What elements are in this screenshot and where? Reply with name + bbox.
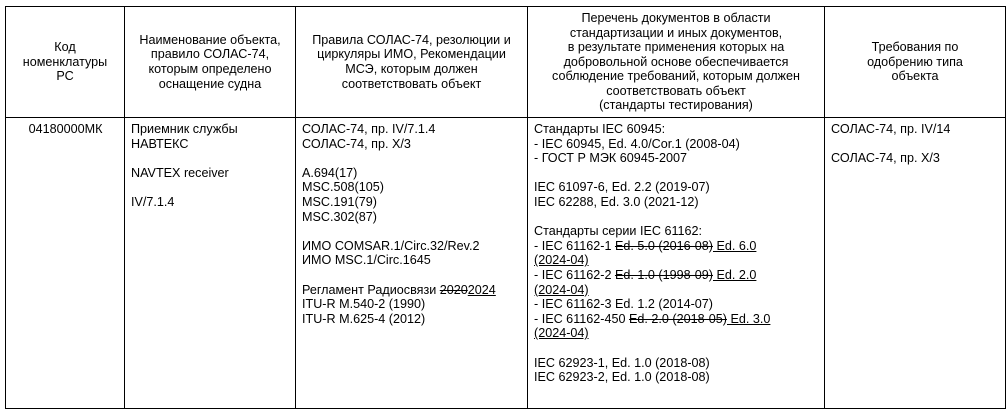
header-code: Код номенклатуры РС <box>6 7 125 118</box>
header-name: Наименование объекта, правило СОЛАС-74, которым определено оснащение судна <box>125 7 296 118</box>
equipment-table <box>5 6 1006 409</box>
cell-approval: СОЛАС-74, пр. IV/14 СОЛАС-74, пр. X/3 <box>825 118 1006 409</box>
inserted-text: Ed. 6.0 <box>712 238 757 253</box>
radio-regulations-line: Регламент Радиосвязи 20202024 <box>302 282 496 297</box>
inserted-text: (2024-04) <box>534 253 589 268</box>
cell-docs: Стандарты IEC 60945: - IEC 60945, Ed. 4.0/Cor.1 (2008-04) - ГОСТ Р МЭК 60945-2007 IEC 61097-6, Ed. 2.2 (2019-07) IEC 62288, Ed. 3.0 (2021-12) Стандарты серии IEC 61162: - IEC 61162-1 Ed. 5.0 (2016-08) Ed. 6.0 (2024-04) - IEC 61162-2 Ed. 1.0 (1998-09) Ed. 2.0 (2024-04) - IEC 61162-3 Ed. 1.2 (2014-07) - IEC 61162-450 Ed. 2.0 (2018-05) Ed. 3.0 (2024-04) IEC 62923-1, Ed. 1.0 (2018-08) IEC 62923-2, Ed. 1.0 (2018-08) <box>528 118 825 409</box>
table-header-row <box>6 7 1006 118</box>
cell-name: Приемник службы НАВТЕКС NAVTEX receiver IV/7.1.4 <box>125 118 296 409</box>
deleted-text: Ed. 5.0 (2016-08) <box>614 238 713 253</box>
deleted-text: 2020 <box>439 282 468 297</box>
cell-code: 04180000МК <box>6 118 125 409</box>
iec-61162-450-line: - IEC 61162-450 Ed. 2.0 (2018-05) Ed. 3.0 <box>534 311 771 326</box>
cell-rules: СОЛАС-74, пр. IV/7.1.4 СОЛАС-74, пр. X/3 A.694(17) MSC.508(105) MSC.191(79) MSC.302(87) ИМО COMSAR.1/Circ.32/Rev.2 ИМО MSC.1/Circ.1645 Регламент Радиосвязи 20202024 ITU-R M.540-2 (1990) ITU-R M.625-4 (2012) <box>296 118 528 409</box>
inserted-text: (2024-04) <box>534 326 589 341</box>
inserted-text: 2024 <box>467 282 496 297</box>
deleted-text: Ed. 2.0 (2018-05) <box>628 311 727 326</box>
table-row <box>6 118 1006 409</box>
iec-61162-1-line: - IEC 61162-1 Ed. 5.0 (2016-08) Ed. 6.0 <box>534 238 757 253</box>
header-docs: Перечень документов в области стандартизации и иных документов, в результате применения которых на добровольной основе обеспечивается соблюдение требований, которым должен соответствовать объект (стандарты тестирования) <box>528 7 825 118</box>
iec-61162-2-line: - IEC 61162-2 Ed. 1.0 (1998-09) Ed. 2.0 <box>534 267 757 282</box>
inserted-text: Ed. 2.0 <box>712 267 757 282</box>
header-approval: Требования по одобрению типа объекта <box>825 7 1006 118</box>
inserted-text: Ed. 3.0 <box>727 311 771 326</box>
deleted-text: Ed. 1.0 (1998-09) <box>614 267 713 282</box>
inserted-text: (2024-04) <box>534 282 589 297</box>
header-rules: Правила СОЛАС-74, резолюции и циркуляры ИМО, Рекомендации МСЭ, которым должен соответствовать объект <box>296 7 528 118</box>
